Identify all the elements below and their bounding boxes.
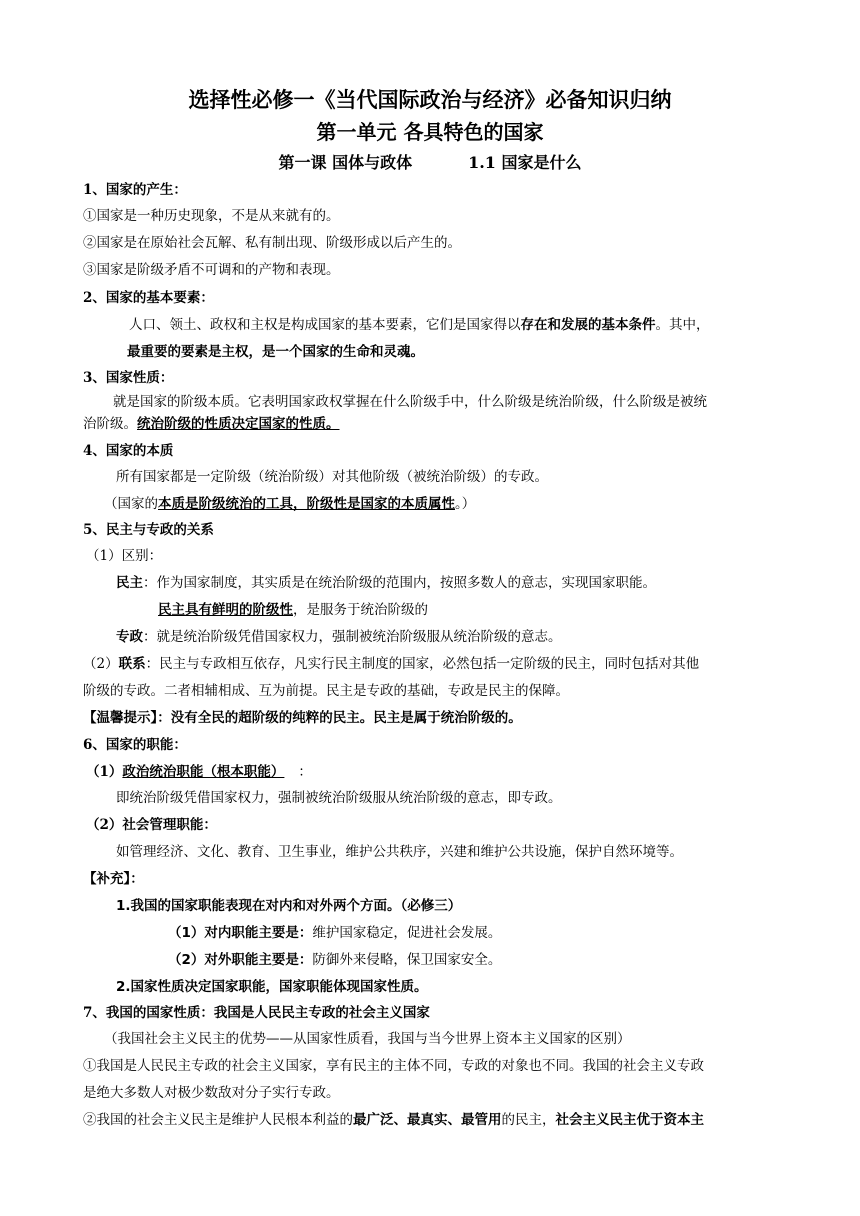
- section-4-heading: 4、国家的本质: [83, 443, 174, 459]
- section-1-item-3: ③国家是阶级矛盾不可调和的产物和表现。: [83, 262, 340, 278]
- supplement-2: 2.国家性质决定国家职能，国家职能体现国家性质。: [116, 979, 428, 995]
- section-7-para-1: ①我国是人民民主专政的社会主义国家，享有民主的主体不同，专政的对象也不同。我国的社会主义专政: [83, 1058, 704, 1074]
- supplement-1a: （1）对内职能主要是：维护国家稳定，促进社会发展。: [168, 925, 502, 941]
- political-function: （1）政治统治职能（根本职能） ：: [86, 764, 312, 780]
- section-3-para-2: 治阶级。统治阶级的性质决定国家的性质。: [83, 416, 340, 432]
- section-7-para-2: ②我国的社会主义民主是维护人民根本利益的最广泛、最真实、最管用的民主，社会主义民主优于资本主: [83, 1112, 704, 1128]
- section-7-note: （我国社会主义民主的优势——从国家性质看，我国与当今世界上资本主义国家的区别）: [104, 1031, 631, 1047]
- section-5-heading: 5、民主与专政的关系: [83, 522, 214, 538]
- section-5-sub-1: （1）区别：: [86, 548, 163, 564]
- lesson-title: 第一课 国体与政体: [278, 153, 413, 172]
- social-function: （2）社会管理职能：: [86, 817, 217, 833]
- lesson-heading: [0, 150, 860, 173]
- dictatorship-definition: 专政：就是统治阶级凭借国家权力，强制被统治阶级服从统治阶级的意志。: [116, 629, 562, 645]
- supplement-1: 1.我国的国家职能表现在对内和对外两个方面。（必修三）: [116, 898, 462, 914]
- political-function-text: 即统治阶级凭借国家权力，强制被统治阶级服从统治阶级的意志，即专政。: [116, 790, 562, 806]
- section-4-para-2: （国家的本质是阶级统治的工具，阶级性是国家的本质属性。）: [104, 496, 476, 512]
- democracy-class-nature: 民主具有鲜明的阶级性，是服务于统治阶级的: [158, 602, 428, 618]
- section-3-para-1: 就是国家的阶级本质。它表明国家政权掌握在什么阶级手中，什么阶级是统治阶级，什么阶级是被统: [113, 394, 707, 410]
- section-2-heading: 2、国家的基本要素：: [83, 290, 214, 306]
- warm-tip: 【温馨提示】：没有全民的超阶级的纯粹的民主。民主是属于统治阶级的。: [83, 710, 522, 726]
- section-7-heading: 7、我国的国家性质：我国是人民民主专政的社会主义国家: [83, 1005, 430, 1021]
- section-1-heading: 1、国家的产生：: [83, 182, 187, 198]
- section-3-heading: 3、国家性质：: [83, 370, 174, 386]
- section-6-heading: 6、国家的职能：: [83, 737, 187, 753]
- social-function-text: 如管理经济、文化、教育、卫生事业，维护公共秩序，兴建和维护公共设施，保护自然环境等。: [116, 844, 683, 860]
- section-5-sub-2-cont: 阶级的专政。二者相辅相成、互为前提。民主是专政的基础，专政是民主的保障。: [83, 683, 569, 699]
- section-1-item-1: ①国家是一种历史现象，不是从来就有的。: [83, 208, 340, 224]
- section-5-sub-2: （2）联系：民主与专政相互依存，凡实行民主制度的国家，必然包括一定阶级的民主，同时包括对其他: [83, 656, 700, 672]
- section-7-para-1-cont: 是绝大多数人对极少数敌对分子实行专政。: [83, 1085, 340, 1101]
- section-2-para-2: 最重要的要素是主权，是一个国家的生命和灵魂。: [127, 344, 424, 360]
- supplement-heading: 【补充】：: [83, 871, 144, 887]
- democracy-definition: 民主：作为国家制度，其实质是在统治阶级的范围内，按照多数人的意志，实现国家职能。: [116, 575, 656, 591]
- unit-title: 第一单元 各具特色的国家: [316, 120, 544, 144]
- section-title: 1.1 国家是什么: [468, 153, 582, 172]
- section-1-item-2: ②国家是在原始社会瓦解、私有制出现、阶级形成以后产生的。: [83, 235, 461, 251]
- supplement-1b: （2）对外职能主要是：防御外来侵略，保卫国家安全。: [168, 952, 502, 968]
- section-2-para-1: 人口、领土、政权和主权是构成国家的基本要素，它们是国家得以存在和发展的基本条件。其中，: [129, 317, 710, 333]
- main-title: 选择性必修一《当代国际政治与经济》必备知识归纳: [188, 87, 672, 112]
- section-4-para-1: 所有国家都是一定阶级（统治阶级）对其他阶级（被统治阶级）的专政。: [116, 469, 548, 485]
